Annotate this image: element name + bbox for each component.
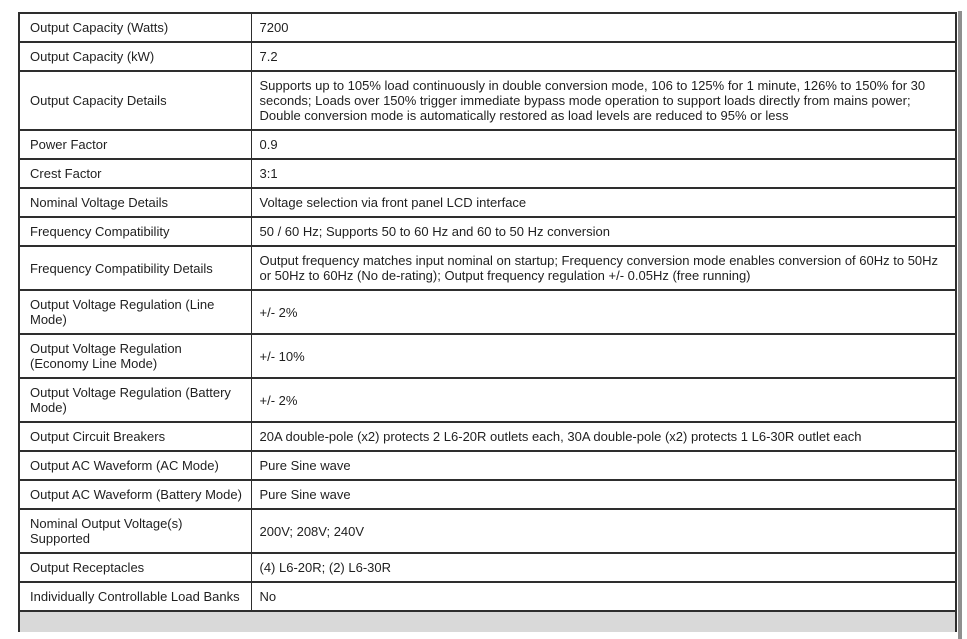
- table-row: [19, 13, 956, 42]
- table-row: [19, 334, 956, 378]
- table-row: [19, 290, 956, 334]
- spec-label: Output Capacity Details: [19, 71, 251, 130]
- spec-label: Nominal Output Voltage(s) Supported: [19, 509, 251, 553]
- vertical-scrollbar[interactable]: [958, 11, 962, 639]
- table-row: [19, 217, 956, 246]
- spec-label: Individually Controllable Load Banks: [19, 582, 251, 611]
- spec-label: Crest Factor: [19, 159, 251, 188]
- table-row: [19, 130, 956, 159]
- table-row: [19, 509, 956, 553]
- table-row: [19, 553, 956, 582]
- table-row: [19, 480, 956, 509]
- spec-value: Voltage selection via front panel LCD interface: [251, 188, 956, 217]
- spec-label: Output Circuit Breakers: [19, 422, 251, 451]
- spec-value: +/- 2%: [251, 378, 956, 422]
- spec-table-container: [18, 12, 957, 632]
- spec-label: Power Factor: [19, 130, 251, 159]
- spec-label: Output AC Waveform (Battery Mode): [19, 480, 251, 509]
- table-row: [19, 246, 956, 290]
- spec-value: Supports up to 105% load continuously in double conversion mode, 106 to 125% for 1 minute, 126% to 150% for 30 seconds; Loads over 150% trigger immediate bypass mode operation to support loads directly from mains power; Double conversion mode is automatically restored as load levels are reduced to 95% or less: [251, 71, 956, 130]
- spec-label: Frequency Compatibility: [19, 217, 251, 246]
- table-row: [19, 582, 956, 611]
- table-row: [19, 378, 956, 422]
- spec-value: 7.2: [251, 42, 956, 71]
- table-row: [19, 159, 956, 188]
- spec-value: Pure Sine wave: [251, 480, 956, 509]
- spec-value: +/- 10%: [251, 334, 956, 378]
- spec-label: Output Capacity (Watts): [19, 13, 251, 42]
- spec-value: 0.9: [251, 130, 956, 159]
- spec-value: 7200: [251, 13, 956, 42]
- spec-label: Frequency Compatibility Details: [19, 246, 251, 290]
- table-row: [19, 71, 956, 130]
- spec-value: +/- 2%: [251, 290, 956, 334]
- spec-label: Output Voltage Regulation (Economy Line Mode): [19, 334, 251, 378]
- spec-value: No: [251, 582, 956, 611]
- spec-label: Output Receptacles: [19, 553, 251, 582]
- spec-table: [18, 12, 957, 612]
- spec-value: 200V; 208V; 240V: [251, 509, 956, 553]
- spec-label: Nominal Voltage Details: [19, 188, 251, 217]
- table-row: [19, 422, 956, 451]
- spec-label: Output Voltage Regulation (Line Mode): [19, 290, 251, 334]
- spec-label: Output Capacity (kW): [19, 42, 251, 71]
- spec-value: (4) L6-20R; (2) L6-30R: [251, 553, 956, 582]
- spec-label: Output Voltage Regulation (Battery Mode): [19, 378, 251, 422]
- spec-value: Pure Sine wave: [251, 451, 956, 480]
- spec-value: 50 / 60 Hz; Supports 50 to 60 Hz and 60 to 50 Hz conversion: [251, 217, 956, 246]
- table-row: [19, 42, 956, 71]
- next-section-header-bar: [18, 612, 957, 632]
- spec-value: 20A double-pole (x2) protects 2 L6-20R outlets each, 30A double-pole (x2) protects 1 L6-30R outlet each: [251, 422, 956, 451]
- spec-value: 3:1: [251, 159, 956, 188]
- table-row: [19, 188, 956, 217]
- spec-value: Output frequency matches input nominal on startup; Frequency conversion mode enables conversion of 60Hz to 50Hz or 50Hz to 60Hz (No de-rating); Output frequency regulation +/- 0.05Hz (free running): [251, 246, 956, 290]
- table-row: [19, 451, 956, 480]
- spec-label: Output AC Waveform (AC Mode): [19, 451, 251, 480]
